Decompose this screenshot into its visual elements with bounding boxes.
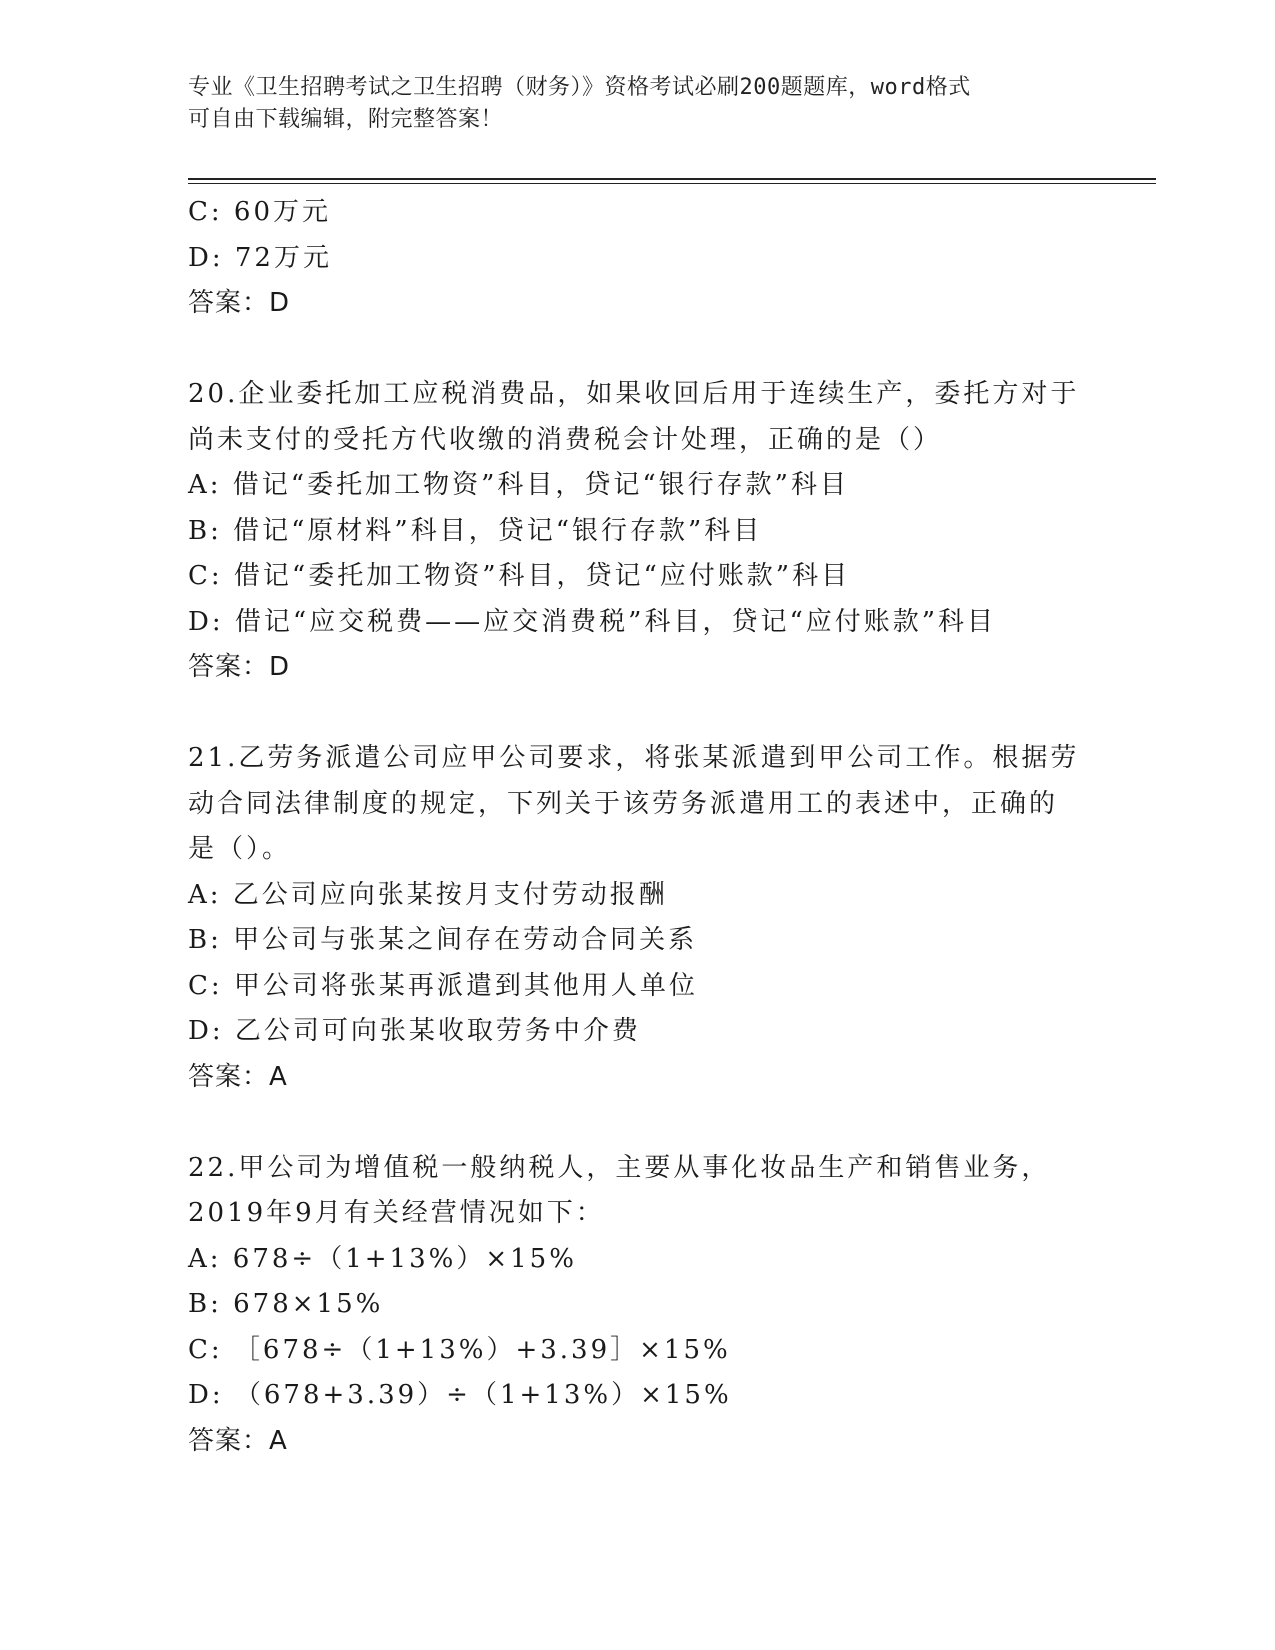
question-stem: 是（）。 (188, 834, 292, 864)
option-d: D: 借记“应交税费——应交消费税”科目，贷记“应付账款”科目 (188, 606, 997, 637)
header-title-line-1: 专业《卫生招聘考试之卫生招聘（财务）》资格考试必刷200题题库，word格式 (188, 75, 971, 100)
spacer (188, 327, 1088, 373)
answer-line: 答案：A (188, 1061, 288, 1092)
option-d: D: 72万元 (188, 242, 332, 273)
question-content (188, 190, 1088, 1464)
answer-line: 答案：A (188, 1425, 288, 1456)
spacer (188, 691, 1088, 737)
option-a: A: 借记“委托加工物资”科目，贷记“银行存款”科目 (188, 470, 849, 500)
question-19-tail (188, 190, 1088, 327)
question-stem: 动合同法律制度的规定，下列关于该劳务派遣用工的表述中，正确的 (188, 788, 1059, 819)
header-title-line-2: 可自由下载编辑，附完整答案！ (188, 107, 504, 132)
option-a: A: 678÷（1+13%）×15% (188, 1243, 577, 1274)
question-stem: 22.甲公司为增值税一般纳税人，主要从事化妆品生产和销售业务， (188, 1152, 1051, 1183)
question-22 (188, 1146, 1088, 1465)
answer-line: 答案：D (188, 288, 291, 318)
answer-line: 答案：D (188, 652, 291, 682)
question-20 (188, 372, 1088, 691)
option-b: B: 678×15% (188, 1289, 384, 1319)
question-21 (188, 736, 1088, 1100)
option-d: D: （678+3.39）÷（1+13%）×15% (188, 1380, 732, 1410)
question-stem: 21.乙劳务派遣公司应甲公司要求，将张某派遣到甲公司工作。根据劳 (188, 743, 1080, 773)
option-c: C: 甲公司将张某再派遣到其他用人单位 (188, 970, 698, 1001)
option-d: D: 乙公司可向张某收取劳务中介费 (188, 1016, 641, 1046)
option-b: B: 借记“原材料”科目，贷记“银行存款”科目 (188, 515, 763, 546)
spacer (188, 1100, 1088, 1146)
question-stem: 20.企业委托加工应税消费品，如果收回后用于连续生产，委托方对于 (188, 379, 1080, 409)
document-header (188, 72, 1068, 136)
question-stem: 尚未支付的受托方代收缴的消费税会计处理，正确的是（） (188, 424, 943, 455)
header-rule-thin (188, 183, 1156, 184)
question-stem: 2019年9月有关经营情况如下： (188, 1198, 605, 1228)
option-c: C: 60万元 (188, 197, 332, 227)
option-c: C: ［678÷（1+13%）+3.39］×15% (188, 1334, 731, 1365)
header-rule-thick (188, 178, 1156, 180)
option-c: C: 借记“委托加工物资”科目，贷记“应付账款”科目 (188, 561, 851, 591)
option-a: A: 乙公司应向张某按月支付劳动报酬 (188, 879, 668, 910)
option-b: B: 甲公司与张某之间存在劳动合同关系 (188, 925, 698, 955)
